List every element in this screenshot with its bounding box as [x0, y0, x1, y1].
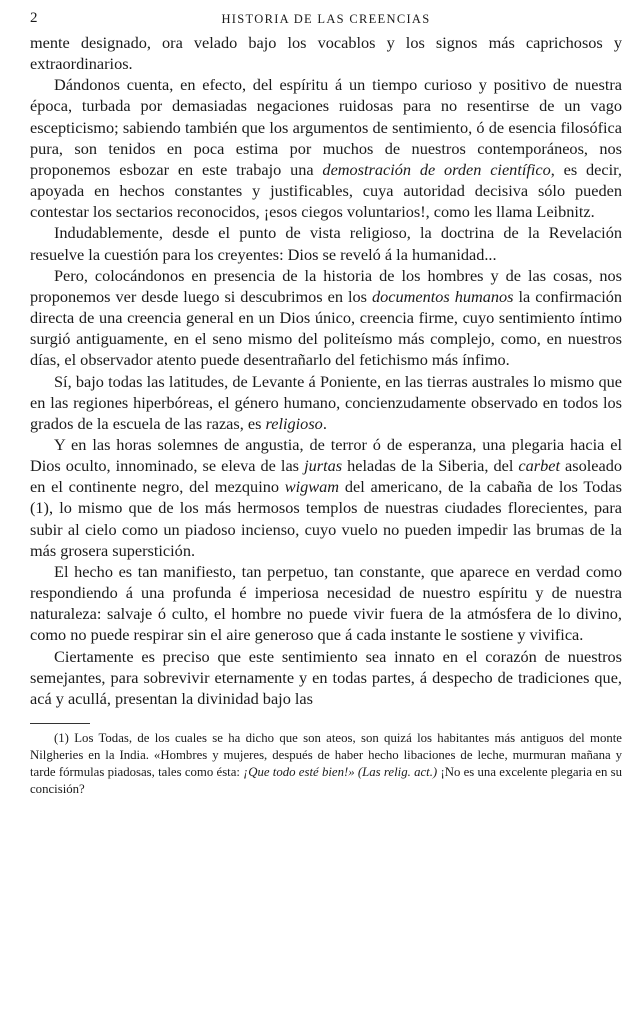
main-text	[30, 32, 622, 709]
paragraph	[30, 32, 622, 74]
footnote	[30, 730, 622, 798]
text-run: la confirmación directa de una creencia general en un Dios único, creencia firme, cuyo sentimiento íntimo surgió antiguamente, en el seno mismo del politeísmo más complejo, como, en nuestros días, el observador atento puede desentrañarlo del fetichismo más ínfimo.	[30, 286, 623, 370]
text-run: Sí, bajo todas las latitudes, de Levante á Poniente, en las tierras australes lo mismo que en las regiones hiperbóreas, el género humano, concienzudamente observado en todos los grados de la escuela de las razas, es	[30, 371, 622, 433]
text-run: .	[322, 413, 327, 433]
running-title: HISTORIA DE LAS CREENCIAS	[221, 12, 431, 26]
text-run: , es decir, apoyada en hechos constantes y justificables, cuya autoridad decisiva sólo pueden contestar los sectarios reconocidos, ¡esos ciegos voluntarios!, como les llama Leibnitz.	[30, 159, 622, 222]
italic-phrase: demostración de orden científico	[322, 159, 551, 179]
page-number: 2	[30, 10, 38, 26]
text-run: Pero, colocándonos en presencia de la historia de los hombres y de las cosas, nos proponemos ver desde luego si descubrimos en los	[30, 265, 622, 306]
text-run: asoleado en el continente negro, del mezquino	[30, 456, 623, 497]
text-run: El hecho es tan manifiesto, tan perpetuo, tan constante, que aparece en verdad como respondiendo á una profunda é imperiosa necesidad de nuestro espíritu y de nuestra naturaleza: salvaje ó culto, el hombre no puede vivir fuera de la atmósfera de lo divino, como no puede respirar sin el aire generoso que á cada instante le sostiene y vivifica.	[30, 561, 622, 645]
text-run: Y en las horas solemnes de angustia, de terror ó de esperanza, una plegaria hacia el Dios oculto, innominado, se eleva de las	[30, 434, 622, 476]
text-run: mente designado, ora velado bajo los vocablos y los signos más caprichosos y extraordinarios.	[30, 33, 622, 74]
paragraph	[30, 265, 622, 371]
text-run: del americano, de la cabaña de los Todas (1), lo mismo que de los más hermosos templos de nuestras ciudades florecientes, para subir al cielo como un piadoso incienso, cuyo vuelo no pueden impedir las brumas de la más grosera superstición.	[30, 477, 622, 560]
paragraph	[30, 222, 622, 264]
paragraph	[30, 434, 622, 561]
text-run: heladas de la Siberia, del	[342, 456, 519, 476]
paragraph	[30, 371, 622, 434]
page-header	[30, 6, 622, 32]
paragraph	[30, 74, 622, 222]
text-run: Dándonos cuenta, en efecto, del espíritu á un tiempo curioso y positivo de nuestra época, turbada por demasiadas negaciones ruidosas para no resentirse de un vago escepticismo; sabiendo también que los argumentos de sentimiento, ó de esencia filosófica pura, son tenidos en poca estima por muchos de nuestros contemporáneos, nos proponemos esbozar en este trabajo una	[30, 75, 622, 179]
text-run: ¡No es una excelente plegaria en su concisión?	[30, 765, 623, 796]
text-run: Indudablemente, desde el punto de vista religioso, la doctrina de la Revelación resuelve la cuestión para los creyentes: Dios se reveló á la humanidad...	[30, 223, 622, 264]
footnote-divider	[30, 723, 90, 724]
italic-phrase: documentos humanos	[371, 286, 514, 306]
italic-phrase: carbet	[518, 456, 560, 476]
italic-phrase: ¡Que todo esté bien!» (Las relig. act.)	[243, 765, 438, 779]
paragraph	[30, 561, 622, 646]
italic-phrase: religioso	[265, 413, 323, 433]
italic-phrase: wigwam	[284, 477, 340, 497]
text-run: Ciertamente es preciso que este sentimiento sea innato en el corazón de nuestros semejantes, para sobrevivir eternamente y en todas partes, á despecho de tradiciones que, acá y acullá, presentan la divinidad bajo las	[30, 646, 622, 708]
text-run: (1) Los Todas, de los cuales se ha dicho que son ateos, son quizá los habitantes más antiguos del monte Nilgheries en la India. «Hombres y mujeres, después de haber hecho libaciones de leche, murmuran mañana y tarde fórmulas piadosas, tales como ésta:	[30, 731, 622, 779]
italic-phrase: jurtas	[304, 456, 343, 476]
paragraph	[30, 646, 622, 709]
